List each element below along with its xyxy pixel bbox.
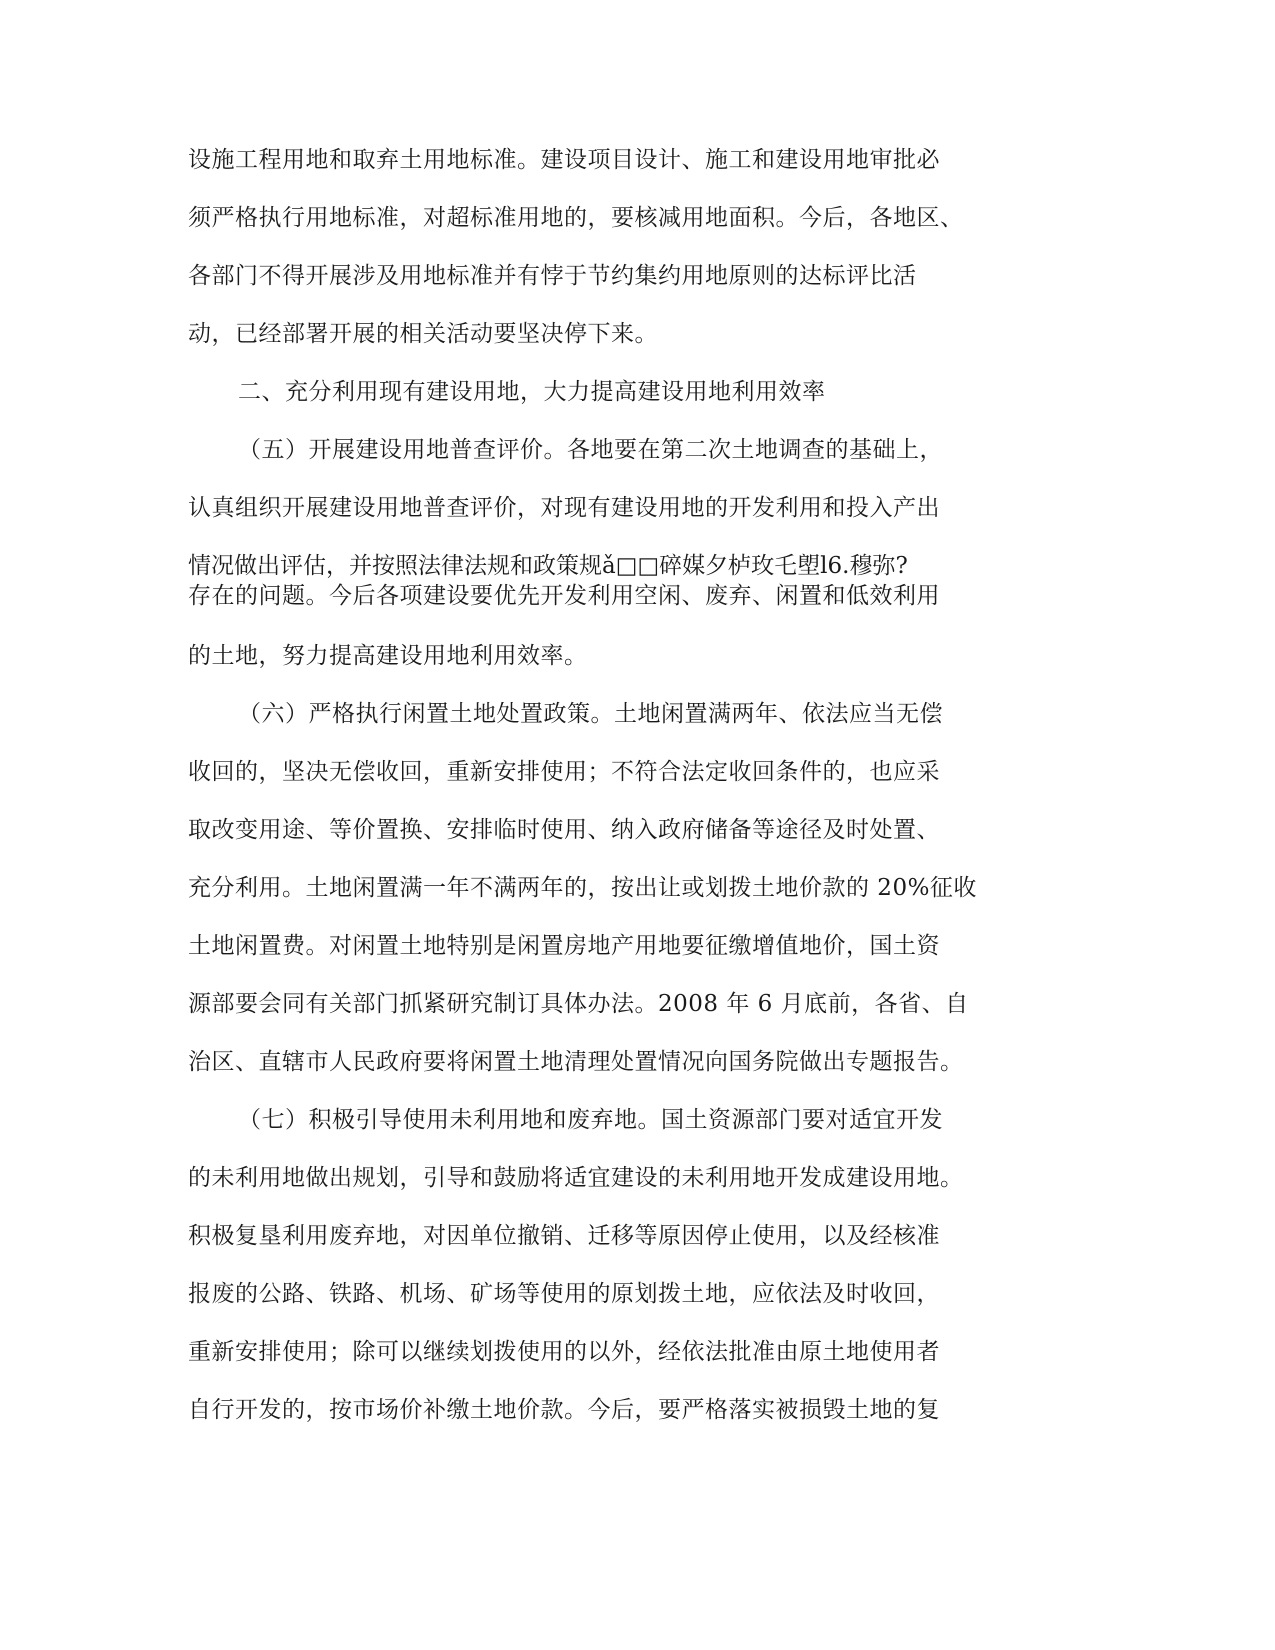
- body-text-line: 治区、直辖市人民政府要将闲置土地清理处置情况向国务院做出专题报告。: [188, 1049, 964, 1075]
- section-heading: 二、充分利用现有建设用地，大力提高建设用地利用效率: [238, 379, 826, 405]
- body-text-line: 土地闲置费。对闲置土地特别是闲置房地产用地要征缴增值地价，国土资: [188, 933, 940, 959]
- body-text-line: 的土地，努力提高建设用地利用效率。: [188, 643, 588, 669]
- body-text-line: 源部要会同有关部门抓紧研究制订具体办法。2008 年 6 月底前，各省、自: [188, 991, 969, 1017]
- body-text-line: 动，已经部署开展的相关活动要坚决停下来。: [188, 321, 658, 347]
- body-text-line: 报废的公路、铁路、机场、矿场等使用的原划拨土地，应依法及时收回，: [188, 1281, 940, 1307]
- body-text-line: 取改变用途、等价置换、安排临时使用、纳入政府储备等途径及时处置、: [188, 817, 940, 843]
- body-text-line: 认真组织开展建设用地普查评价，对现有建设用地的开发利用和投入产出: [188, 495, 940, 521]
- body-text-line: 设施工程用地和取弃土用地标准。建设项目设计、施工和建设用地审批必: [188, 147, 940, 173]
- body-text-line: 自行开发的，按市场价补缴土地价款。今后，要严格落实被损毁土地的复: [188, 1397, 940, 1423]
- body-text-line: 充分利用。土地闲置满一年不满两年的，按出让或划拨土地价款的 20%征收: [188, 875, 977, 901]
- body-text-line: 各部门不得开展涉及用地标准并有悖于节约集约用地原则的达标评比活: [188, 263, 917, 289]
- body-text-line: 收回的，坚决无偿收回，重新安排使用；不符合法定收回条件的，也应采: [188, 759, 940, 785]
- paragraph-first-line: （六）严格执行闲置土地处置政策。土地闲置满两年、依法应当无偿: [238, 701, 943, 727]
- body-text-line: 重新安排使用；除可以继续划拨使用的以外，经依法批准由原土地使用者: [188, 1339, 940, 1365]
- body-text-line: 存在的问题。今后各项建设要优先开发利用空闲、废弃、闲置和低效利用: [188, 583, 940, 609]
- body-text-line: 的未利用地做出规划，引导和鼓励将适宜建设的未利用地开发成建设用地。: [188, 1165, 964, 1191]
- paragraph-first-line: （七）积极引导使用未利用地和废弃地。国土资源部门要对适宜开发: [238, 1107, 943, 1133]
- body-text-line: 须严格执行用地标准，对超标准用地的，要核减用地面积。今后，各地区、: [188, 205, 964, 231]
- garbled-text-line: 情况做出评估，并按照法律法规和政策规ǎ□□碎媒夕栌玫乇塱l6.穆弥?: [188, 553, 908, 579]
- body-text-line: 积极复垦利用废弃地，对因单位撤销、迁移等原因停止使用，以及经核准: [188, 1223, 940, 1249]
- paragraph-first-line: （五）开展建设用地普查评价。各地要在第二次土地调查的基础上，: [238, 437, 943, 463]
